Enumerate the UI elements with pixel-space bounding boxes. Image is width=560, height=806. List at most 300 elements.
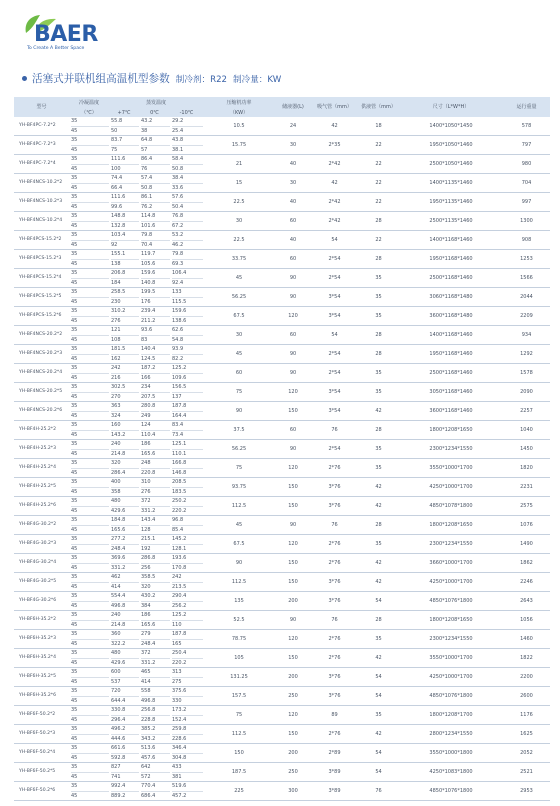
cell-cond-temp-value: 45: [71, 526, 78, 533]
cell-evap-7-value: 240: [111, 611, 139, 621]
cell-receiver: 120: [275, 307, 311, 326]
cell-evap-minus10-value: 381: [172, 773, 182, 780]
cell-evap-7-value: 429.6: [111, 659, 126, 666]
cell-weight: 1292: [503, 345, 550, 364]
cell-cond-temp-value: 35: [71, 383, 109, 393]
cell-evap-0-value: 186: [141, 440, 170, 450]
cell-evap-7-value: 270: [111, 393, 121, 400]
cell-cond-temp-value: 35: [71, 402, 109, 412]
cell-evap-0-value: 279: [141, 630, 170, 640]
table-row: [14, 383, 550, 402]
cell-evap-minus10: [170, 288, 203, 307]
cell-suction: 3*76: [311, 668, 358, 687]
cell-cond-temp: [69, 706, 109, 725]
cell-evap-minus10: [170, 782, 203, 801]
cell-evap-0: [139, 459, 170, 478]
cell-model: YH-BF4H-25.2*4: [14, 459, 69, 478]
cell-evap-0: [139, 155, 170, 174]
cell-evap-minus10-value: 187.8: [172, 630, 203, 640]
cell-evap-minus10: [170, 611, 203, 630]
cell-liquid: 42: [358, 402, 399, 421]
cell-evap-7-value: 480: [111, 649, 139, 659]
cell-cond-temp: [69, 668, 109, 687]
cell-model: YH-BF6H-35.2*5: [14, 668, 69, 687]
header-cond-temp: 冷凝温度: [69, 97, 109, 109]
cell-evap-minus10-value: 96.8: [172, 516, 203, 526]
cell-cond-temp-value: 35: [71, 592, 109, 602]
cell-evap-minus10-value: 83.4: [172, 421, 203, 431]
cell-size: 3600*1168*1480: [399, 307, 503, 326]
cell-evap-7-value: 121: [111, 326, 139, 336]
cell-evap-0-value: 192: [141, 545, 151, 552]
cell-model: YH-BF4PCS-15.2*3: [14, 250, 69, 269]
table-row: [14, 630, 550, 649]
table-row: [14, 250, 550, 269]
cell-receiver: 60: [275, 250, 311, 269]
cell-suction: 76: [311, 421, 358, 440]
cell-liquid: 28: [358, 250, 399, 269]
cell-receiver: 90: [275, 611, 311, 630]
table-row: [14, 592, 550, 611]
cell-power: 37.5: [203, 421, 275, 440]
cell-evap-0: [139, 782, 170, 801]
cell-cond-temp-value: 35: [71, 212, 109, 222]
cell-evap-7-value: 720: [111, 687, 139, 697]
cell-weight: 2575: [503, 497, 550, 516]
cell-weight: 2052: [503, 744, 550, 763]
cell-cond-temp: [69, 687, 109, 706]
cell-receiver: 250: [275, 687, 311, 706]
cell-evap-minus10-value: 109.6: [172, 374, 187, 381]
cell-suction: 3*76: [311, 573, 358, 592]
cell-evap-7-value: 310.2: [111, 307, 139, 317]
cell-cond-temp: [69, 535, 109, 554]
cell-receiver: 200: [275, 592, 311, 611]
header-evap-minus10: -10℃: [170, 109, 203, 117]
cell-evap-minus10-value: 133: [172, 288, 203, 298]
cell-liquid: 42: [358, 478, 399, 497]
cell-evap-minus10: [170, 212, 203, 231]
cell-evap-7-value: 324: [111, 412, 121, 419]
cell-evap-7: [109, 459, 139, 478]
cell-evap-7: [109, 307, 139, 326]
cell-evap-minus10-value: 50.8: [172, 165, 184, 172]
cell-evap-minus10-value: 128.1: [172, 545, 187, 552]
cell-weight: 1490: [503, 535, 550, 554]
cell-liquid: 42: [358, 725, 399, 744]
cell-evap-minus10-value: 125.2: [172, 364, 203, 374]
cell-cond-temp-value: 45: [71, 336, 78, 343]
cell-evap-7-value: 889.2: [111, 792, 126, 799]
table-row: [14, 706, 550, 725]
cell-evap-minus10-value: 256.2: [172, 602, 187, 609]
cell-power: 75: [203, 383, 275, 402]
cell-evap-minus10: [170, 478, 203, 497]
cell-suction: 2*54: [311, 250, 358, 269]
cell-receiver: 150: [275, 497, 311, 516]
cell-receiver: 120: [275, 459, 311, 478]
cell-size: 3550*1000*1800: [399, 744, 503, 763]
cell-evap-0-value: 114.8: [141, 212, 170, 222]
cell-receiver: 60: [275, 212, 311, 231]
cell-weight: 1460: [503, 630, 550, 649]
cell-evap-minus10-value: 92.4: [172, 279, 184, 286]
cell-cond-temp: [69, 440, 109, 459]
cell-evap-0-value: 256: [141, 564, 151, 571]
cell-size: 1950*1168*1460: [399, 250, 503, 269]
cell-cond-temp-value: 35: [71, 497, 109, 507]
cell-evap-minus10-value: 110.1: [172, 450, 187, 457]
cell-weight: 2044: [503, 288, 550, 307]
cell-receiver: 150: [275, 573, 311, 592]
cell-evap-minus10-value: 137: [172, 393, 182, 400]
cell-evap-0-value: 310: [141, 478, 170, 488]
cell-evap-7: [109, 630, 139, 649]
cell-evap-0-value: 220.8: [141, 469, 156, 476]
cell-evap-7-value: 181.5: [111, 345, 139, 355]
cell-power: 56.25: [203, 288, 275, 307]
cell-evap-7-value: 148.8: [111, 212, 139, 222]
cell-liquid: 35: [358, 307, 399, 326]
cell-liquid: 42: [358, 573, 399, 592]
cell-size: 4250*1000*1700: [399, 573, 503, 592]
cell-evap-0-value: 228.8: [141, 716, 156, 723]
cell-evap-7: [109, 117, 139, 136]
cell-evap-minus10-value: 146.8: [172, 469, 187, 476]
cell-evap-0: [139, 649, 170, 668]
cell-evap-7-value: 496.2: [111, 725, 139, 735]
cell-cond-temp-value: 35: [71, 782, 109, 792]
cell-liquid: 35: [358, 440, 399, 459]
cell-evap-minus10-value: 38.1: [172, 146, 184, 153]
cell-evap-7-value: 55.8: [111, 117, 139, 127]
cell-evap-minus10-value: 53.2: [172, 231, 203, 241]
header-size: 尺寸（L*W*H）: [399, 97, 503, 117]
cell-liquid: 28: [358, 611, 399, 630]
cell-power: 45: [203, 345, 275, 364]
cell-evap-minus10-value: 259.8: [172, 725, 203, 735]
cell-cond-temp: [69, 630, 109, 649]
cell-evap-0-value: 50.8: [141, 184, 153, 191]
cell-cond-temp: [69, 269, 109, 288]
cell-evap-7-value: 827: [111, 763, 139, 773]
cell-cond-temp-value: 45: [71, 127, 78, 134]
cell-liquid: 76: [358, 782, 399, 801]
cell-evap-0: [139, 592, 170, 611]
cell-cond-temp: [69, 782, 109, 801]
cell-cond-temp-value: 35: [71, 744, 109, 754]
cell-evap-0-value: 248.4: [141, 640, 156, 647]
cell-receiver: 90: [275, 288, 311, 307]
cell-evap-0-value: 457.6: [141, 754, 156, 761]
cell-evap-minus10-value: 519.6: [172, 782, 203, 792]
cell-cond-temp-value: 35: [71, 763, 109, 773]
cell-evap-7-value: 369.6: [111, 554, 139, 564]
cell-liquid: 54: [358, 592, 399, 611]
cell-weight: 2090: [503, 383, 550, 402]
cell-evap-7-value: 83.7: [111, 136, 139, 146]
cell-cond-temp: [69, 573, 109, 592]
cell-weight: 1076: [503, 516, 550, 535]
cell-evap-0: [139, 611, 170, 630]
cell-evap-minus10: [170, 269, 203, 288]
cell-cond-temp: [69, 288, 109, 307]
cell-cond-temp: [69, 763, 109, 782]
cell-receiver: 200: [275, 668, 311, 687]
cell-evap-minus10-value: 76.8: [172, 212, 203, 222]
cell-cond-temp: [69, 174, 109, 193]
cell-cond-temp-value: 45: [71, 659, 78, 666]
cell-evap-minus10: [170, 136, 203, 155]
cell-evap-7: [109, 573, 139, 592]
header-liquid: 供液管（mm）: [358, 97, 399, 117]
cell-liquid: 28: [358, 516, 399, 535]
cell-evap-minus10: [170, 497, 203, 516]
cell-power: 15: [203, 174, 275, 193]
header-evap-7: +7℃: [109, 109, 139, 117]
cell-suction: 2*89: [311, 744, 358, 763]
cell-power: 21: [203, 155, 275, 174]
table-row: [14, 763, 550, 782]
cell-evap-7: [109, 326, 139, 345]
cell-model: YH-BF4NCS-20.2*3: [14, 345, 69, 364]
cell-receiver: 40: [275, 193, 311, 212]
cell-cond-temp-value: 45: [71, 773, 78, 780]
cell-cond-temp-value: 45: [71, 545, 78, 552]
cell-evap-minus10: [170, 459, 203, 478]
cell-evap-minus10: [170, 573, 203, 592]
cell-evap-0: [139, 383, 170, 402]
cell-evap-0-value: 280.8: [141, 402, 170, 412]
cell-evap-0-value: 572: [141, 773, 151, 780]
cell-suction: 3*54: [311, 383, 358, 402]
cell-evap-7: [109, 478, 139, 497]
cell-weight: 1253: [503, 250, 550, 269]
cell-liquid: 22: [358, 193, 399, 212]
cell-evap-7-value: 496.8: [111, 602, 126, 609]
cell-evap-7-value: 480: [111, 497, 139, 507]
cell-cond-temp-value: 45: [71, 583, 78, 590]
table-row: [14, 459, 550, 478]
cell-suction: 2*35: [311, 136, 358, 155]
cell-power: 112.5: [203, 573, 275, 592]
cell-evap-0: [139, 440, 170, 459]
cell-cond-temp: [69, 516, 109, 535]
cell-cond-temp-value: 45: [71, 412, 78, 419]
cell-model: YH-BF4PCS-15.2*6: [14, 307, 69, 326]
cell-cond-temp-value: 35: [71, 231, 109, 241]
cell-evap-minus10: [170, 744, 203, 763]
cell-evap-minus10-value: 125.2: [172, 611, 203, 621]
cell-evap-0: [139, 744, 170, 763]
cell-evap-0-value: 513.6: [141, 744, 170, 754]
cell-cond-temp: [69, 250, 109, 269]
cell-cond-temp-value: 45: [71, 146, 78, 153]
cell-cond-temp-value: 35: [71, 573, 109, 583]
cell-receiver: 90: [275, 269, 311, 288]
cell-evap-0: [139, 630, 170, 649]
cell-cond-temp-value: 35: [71, 478, 109, 488]
cell-cond-temp-value: 45: [71, 488, 78, 495]
cell-suction: 2*76: [311, 630, 358, 649]
cell-power: 56.25: [203, 440, 275, 459]
cell-cond-temp-value: 35: [71, 155, 109, 165]
cell-cond-temp: [69, 345, 109, 364]
cell-evap-minus10-value: 69.3: [172, 260, 184, 267]
cell-cond-temp-value: 45: [71, 203, 78, 210]
cell-size: 4250*1083*1800: [399, 763, 503, 782]
cell-cond-temp-value: 35: [71, 687, 109, 697]
cell-evap-0-value: 140.4: [141, 345, 170, 355]
cell-evap-7-value: 165.6: [111, 526, 126, 533]
cell-evap-0: [139, 554, 170, 573]
cell-weight: 980: [503, 155, 550, 174]
cell-power: 112.5: [203, 725, 275, 744]
cell-model: YH-BF4PC-7.2*3: [14, 136, 69, 155]
cell-evap-0: [139, 288, 170, 307]
cell-evap-0-value: 385.2: [141, 725, 170, 735]
cell-evap-7-value: 111.6: [111, 193, 139, 203]
cell-cond-temp-value: 45: [71, 754, 78, 761]
cell-evap-0: [139, 402, 170, 421]
cell-power: 225: [203, 782, 275, 801]
cell-evap-0-value: 64.8: [141, 136, 170, 146]
cell-cond-temp-value: 35: [71, 649, 109, 659]
cell-evap-0: [139, 231, 170, 250]
cell-evap-7-value: 92: [111, 241, 118, 248]
cell-evap-minus10: [170, 516, 203, 535]
cell-evap-7-value: 277.2: [111, 535, 139, 545]
cell-power: 67.5: [203, 307, 275, 326]
cell-evap-7-value: 358: [111, 488, 121, 495]
cell-evap-0: [139, 193, 170, 212]
cell-evap-minus10: [170, 706, 203, 725]
cell-evap-7: [109, 212, 139, 231]
cell-evap-7: [109, 364, 139, 383]
cell-evap-0-value: 215.1: [141, 535, 170, 545]
cell-evap-0: [139, 364, 170, 383]
cell-cond-temp-value: 45: [71, 735, 78, 742]
cell-model: YH-BF6H-35.2*6: [14, 687, 69, 706]
cell-size: 1950*1135*1460: [399, 193, 503, 212]
table-body: [14, 117, 550, 801]
cell-size: 4850*1076*1800: [399, 782, 503, 801]
cell-evap-minus10: [170, 307, 203, 326]
cell-model: YH-BF4H-25.2*3: [14, 440, 69, 459]
cell-cond-temp-value: 35: [71, 421, 109, 431]
cell-evap-minus10-value: 330: [172, 697, 182, 704]
cell-evap-0-value: 159.6: [141, 269, 170, 279]
cell-liquid: 22: [358, 136, 399, 155]
cell-liquid: 28: [358, 421, 399, 440]
table-row: [14, 326, 550, 345]
cell-evap-7-value: 554.4: [111, 592, 139, 602]
cell-suction: 2*76: [311, 459, 358, 478]
cell-weight: 2231: [503, 478, 550, 497]
cell-evap-minus10: [170, 592, 203, 611]
cell-cond-temp-value: 45: [71, 222, 78, 229]
cell-model: YH-BF6F-50.2*4: [14, 744, 69, 763]
cell-evap-0: [139, 573, 170, 592]
cell-size: 1400*1168*1460: [399, 326, 503, 345]
cell-model: YH-BF6F-50.2*2: [14, 706, 69, 725]
cell-size: 1400*1135*1460: [399, 174, 503, 193]
cell-receiver: 90: [275, 440, 311, 459]
cell-evap-minus10-value: 242: [172, 573, 203, 583]
cell-model: YH-BF6F-50.2*5: [14, 763, 69, 782]
cell-power: 33.75: [203, 250, 275, 269]
cell-suction: 2*54: [311, 440, 358, 459]
cell-power: 45: [203, 269, 275, 288]
cell-weight: 2521: [503, 763, 550, 782]
cell-evap-minus10-value: 25.4: [172, 127, 184, 134]
table-row: [14, 402, 550, 421]
cell-model: YH-BF4NCS-20.2*5: [14, 383, 69, 402]
cell-evap-0-value: 165.6: [141, 450, 156, 457]
cell-evap-7-value: 100: [111, 165, 121, 172]
page-title: [22, 71, 281, 86]
cell-evap-0-value: 770.4: [141, 782, 170, 792]
cell-evap-minus10-value: 33.6: [172, 184, 184, 191]
cell-power: 75: [203, 706, 275, 725]
cell-power: 15.75: [203, 136, 275, 155]
cell-evap-0-value: 105.6: [141, 260, 156, 267]
cell-evap-7: [109, 231, 139, 250]
cell-cond-temp: [69, 478, 109, 497]
cell-cond-temp-value: 45: [71, 621, 78, 628]
cell-cond-temp-value: 35: [71, 136, 109, 146]
cell-evap-minus10-value: 85.4: [172, 526, 184, 533]
cell-weight: 2257: [503, 402, 550, 421]
cell-cond-temp-value: 45: [71, 507, 78, 514]
cell-suction: 76: [311, 611, 358, 630]
cell-evap-minus10-value: 50.4: [172, 203, 184, 210]
cell-size: 1800*1208*1650: [399, 611, 503, 630]
cell-evap-minus10: [170, 155, 203, 174]
cell-liquid: 35: [358, 459, 399, 478]
cell-cond-temp: [69, 497, 109, 516]
cell-evap-minus10-value: 375.6: [172, 687, 203, 697]
cell-cond-temp: [69, 231, 109, 250]
cell-weight: 1300: [503, 212, 550, 231]
cell-evap-0: [139, 136, 170, 155]
cell-suction: 2*42: [311, 155, 358, 174]
refrigerant-label: 制冷剂：R22: [175, 75, 228, 85]
cell-evap-0-value: 110.4: [141, 431, 156, 438]
cell-evap-7: [109, 649, 139, 668]
brand-slogan: To Create A Better Space: [27, 46, 85, 51]
cell-suction: 2*54: [311, 269, 358, 288]
cell-model: YH-BF4NCS-20.2*4: [14, 364, 69, 383]
table-row: [14, 782, 550, 801]
cell-cond-temp-value: 35: [71, 630, 109, 640]
cell-evap-0-value: 186: [141, 611, 170, 621]
cell-model: YH-BF4G-30.2*2: [14, 516, 69, 535]
cell-power: 10.5: [203, 117, 275, 136]
cell-suction: 3*76: [311, 592, 358, 611]
cell-receiver: 150: [275, 554, 311, 573]
cell-suction: 3*76: [311, 478, 358, 497]
cell-liquid: 54: [358, 744, 399, 763]
cell-liquid: 22: [358, 231, 399, 250]
cell-evap-7-value: 444.6: [111, 735, 126, 742]
cell-liquid: 35: [358, 630, 399, 649]
cell-suction: 76: [311, 516, 358, 535]
cell-weight: 1578: [503, 364, 550, 383]
cell-power: 105: [203, 649, 275, 668]
cell-size: 1800*1208*1650: [399, 516, 503, 535]
cell-model: YH-BF4PCS-15.2*2: [14, 231, 69, 250]
